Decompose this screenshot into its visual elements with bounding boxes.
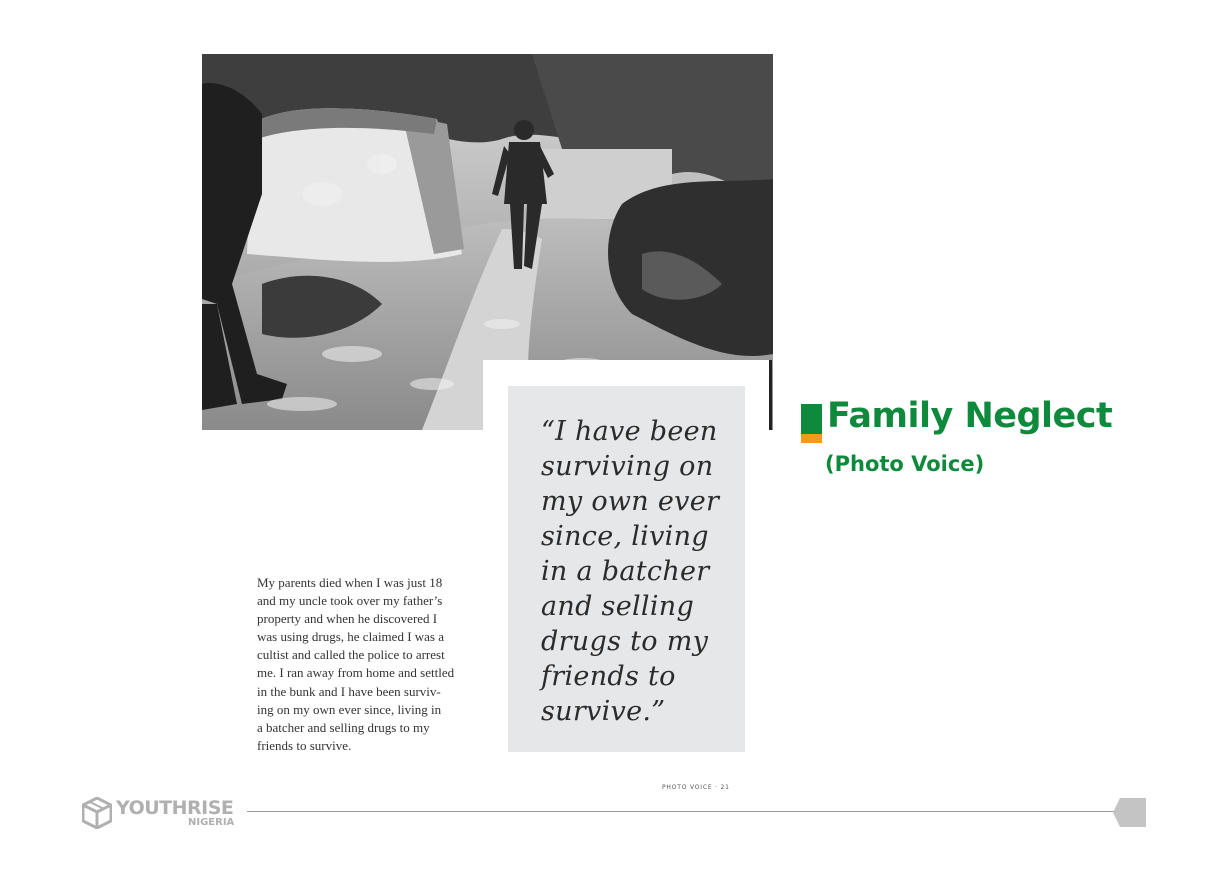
body-line: me. I ran away from home and settled xyxy=(257,665,455,681)
accent-vertical-line xyxy=(769,360,772,430)
pull-quote-text: “I have been surviving on my own ever since, living in a batcher and selling drugs to my friends to survive.” xyxy=(541,416,720,727)
youthrise-logo xyxy=(82,795,242,831)
feature-title: Family Neglect xyxy=(827,396,1113,436)
body-line: a batcher and selling drugs to my xyxy=(257,719,430,735)
title-accent-green xyxy=(801,404,822,434)
title-accent-orange xyxy=(801,434,822,443)
body-line: and my uncle took over my father’s xyxy=(257,593,443,609)
body-paragraph xyxy=(257,574,479,755)
pull-quote-box xyxy=(508,386,745,752)
feature-subtitle: (Photo Voice) xyxy=(825,452,985,476)
cube-logo-icon xyxy=(82,797,112,829)
body-line: friends to survive. xyxy=(257,737,352,753)
logo-wordmark: YOUTHRISE xyxy=(116,797,234,819)
footer-rule xyxy=(247,811,1115,812)
body-line: My parents died when I was just 18 xyxy=(257,575,443,590)
body-line: property and when he discovered I xyxy=(257,611,438,627)
logo-subtext: NIGERIA xyxy=(188,817,235,828)
footer-page-tab xyxy=(1113,798,1146,827)
body-line: in the bunk and I have been surviv- xyxy=(257,683,441,699)
body-line: ing on my own ever since, living in xyxy=(257,701,442,717)
body-line: was using drugs, he claimed I was a xyxy=(257,629,445,645)
body-line: cultist and called the police to arrest xyxy=(257,647,445,663)
page-folio: PHOTO VOICE · 21 xyxy=(662,784,730,791)
